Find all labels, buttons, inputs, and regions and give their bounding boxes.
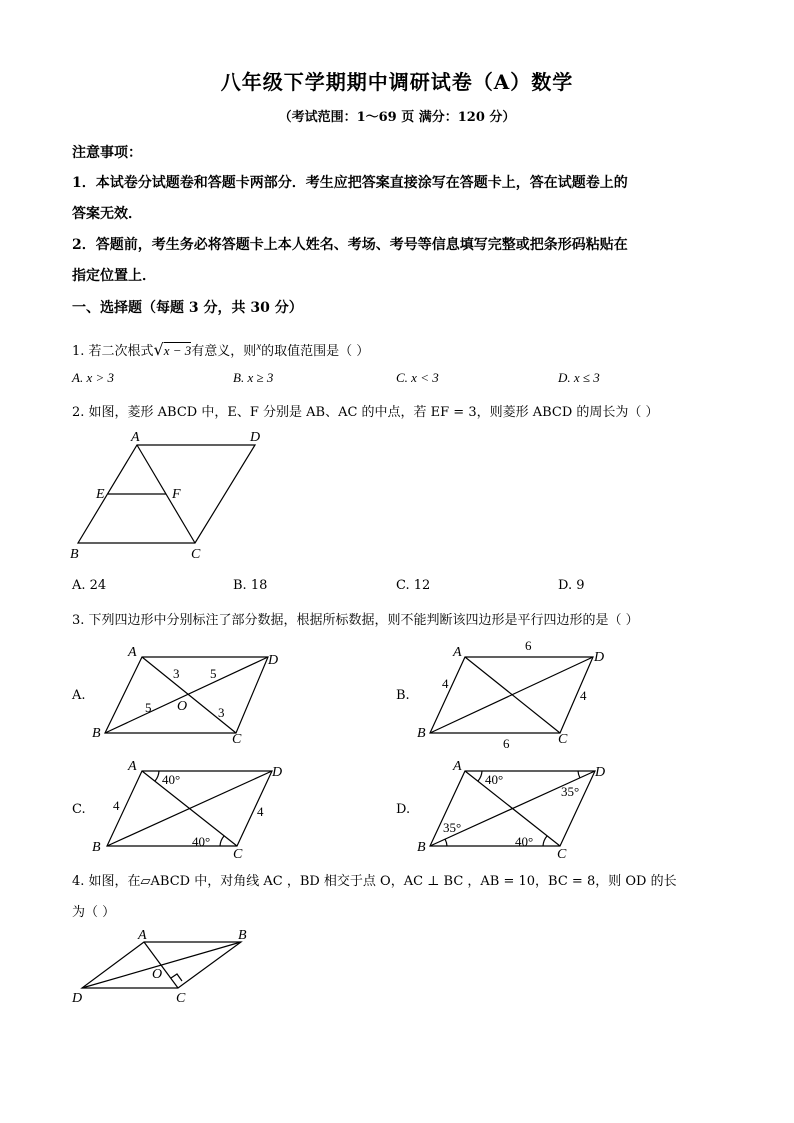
notice-item1-line2: 答案无效． — [72, 206, 142, 222]
q3c-label-c: C — [233, 847, 243, 862]
q3d-label-d: D — [595, 765, 606, 780]
q3d-angle-a: 40° — [485, 772, 504, 787]
page-subtitle: （考试范围：1～69 页 满分：120 分） — [278, 110, 516, 125]
page-title: 八年级下学期期中调研试卷（A）数学 — [220, 70, 574, 94]
q3c-label-d: D — [272, 765, 283, 780]
question-3: 3. 下列四边形中分别标注了部分数据，根据所标数据，则不能判断该四边形是平行四边形的是（ ） — [72, 613, 639, 628]
q4-label-o: O — [152, 967, 163, 982]
q1-text-mid: 有意义，则 — [191, 344, 257, 359]
q3-option-b[interactable]: B. — [396, 688, 410, 703]
q3a-label-c: C — [232, 732, 242, 747]
q2-option-b[interactable]: B. 18 — [233, 578, 268, 593]
q3b-num-top: 6 — [525, 638, 532, 653]
q3c-angle-1: 40° — [162, 772, 181, 787]
q3d-angle-c: 40° — [515, 834, 534, 849]
q3a-label-o: O — [177, 699, 188, 714]
q3b-num-right: 4 — [580, 688, 587, 703]
notice-item2-line1: 2．答题前，考生务必将答题卡上本人姓名、考场、考号等信息填写完整或把条形码粘贴在 — [72, 237, 628, 253]
section-heading: 一、选择题（每题 3 分，共 30 分） — [72, 300, 303, 316]
q3c-label-b: B — [92, 840, 101, 855]
q2-label-f: F — [172, 487, 181, 502]
q3d-label-c: C — [557, 847, 567, 862]
q3d-angle-d: 35° — [561, 784, 580, 799]
q1-radicand: x − 3 — [163, 343, 192, 358]
q1-var: x — [256, 340, 262, 353]
q3b-label-d: D — [594, 650, 605, 665]
q4-label-a: A — [138, 928, 147, 943]
q2-label-e: E — [96, 487, 105, 502]
q2-option-c[interactable]: C. 12 — [396, 578, 431, 593]
q4-label-d: D — [72, 991, 83, 1006]
sqrt-symbol: √ — [153, 340, 164, 359]
q2-label-c: C — [191, 547, 201, 562]
q3a-label-d: D — [268, 653, 279, 668]
q2-label-a: A — [131, 430, 140, 445]
q2-option-d[interactable]: D. 9 — [558, 578, 585, 593]
notice-heading: 注意事项： — [72, 145, 142, 161]
q3c-num-right: 4 — [257, 804, 264, 819]
q3a-num-4: 3 — [218, 705, 225, 720]
question-2: 2. 如图，菱形 ABCD 中，E、F 分别是 AB、AC 的中点，若 EF = 3，则菱形 ABCD 的周长为（ ） — [72, 405, 659, 420]
q3b-label-b: B — [417, 726, 426, 741]
notice-item2-line2: 指定位置上． — [72, 268, 156, 284]
q3a-num-1: 3 — [173, 666, 180, 681]
q3a-num-3: 5 — [145, 700, 152, 715]
q1-option-c[interactable]: C. x < 3 — [396, 370, 439, 385]
q3c-num-left: 4 — [113, 798, 120, 813]
q4-label-b: B — [238, 928, 247, 943]
q3c-angle-2: 40° — [192, 834, 211, 849]
q2-label-b: B — [70, 547, 79, 562]
q4-label-c: C — [176, 991, 186, 1006]
q3-option-a[interactable]: A. — [72, 688, 86, 703]
q3a-label-a: A — [128, 645, 137, 660]
q3d-label-a: A — [453, 759, 462, 774]
q3a-num-2: 5 — [210, 666, 217, 681]
q1-option-d[interactable]: D. x ≤ 3 — [558, 370, 600, 385]
q3d-angle-b: 35° — [443, 820, 462, 835]
q3b-num-left: 4 — [442, 676, 449, 691]
q3-option-c[interactable]: C. — [72, 802, 86, 817]
q3a-label-b: B — [92, 726, 101, 741]
q2-option-a[interactable]: A. 24 — [72, 578, 107, 593]
q3-option-d[interactable]: D. — [396, 802, 411, 817]
q3d-label-b: B — [417, 840, 426, 855]
q1-text-pre: 1. 若二次根式 — [72, 344, 154, 359]
q3b-label-c: C — [558, 732, 568, 747]
q1-option-a[interactable]: A. x > 3 — [72, 370, 114, 385]
notice-item1-line1: 1．本试卷分试题卷和答题卡两部分．考生应把答案直接涂写在答题卡上，答在试题卷上的 — [72, 175, 628, 191]
q3c-label-a: A — [128, 759, 137, 774]
q3b-num-bottom: 6 — [503, 736, 510, 751]
question-4-line1: 4. 如图，在▱ABCD 中，对角线 AC ，BD 相交于点 O，AC ⊥ BC ，AB = 10，BC = 8，则 OD 的长 — [72, 874, 677, 889]
q2-label-d: D — [250, 430, 261, 445]
q1-text-post: 的取值范围是（ ） — [261, 344, 370, 359]
q1-option-b[interactable]: B. x ≥ 3 — [233, 370, 274, 385]
question-4-line2: 为（ ） — [72, 905, 116, 920]
q3b-label-a: A — [453, 645, 462, 660]
